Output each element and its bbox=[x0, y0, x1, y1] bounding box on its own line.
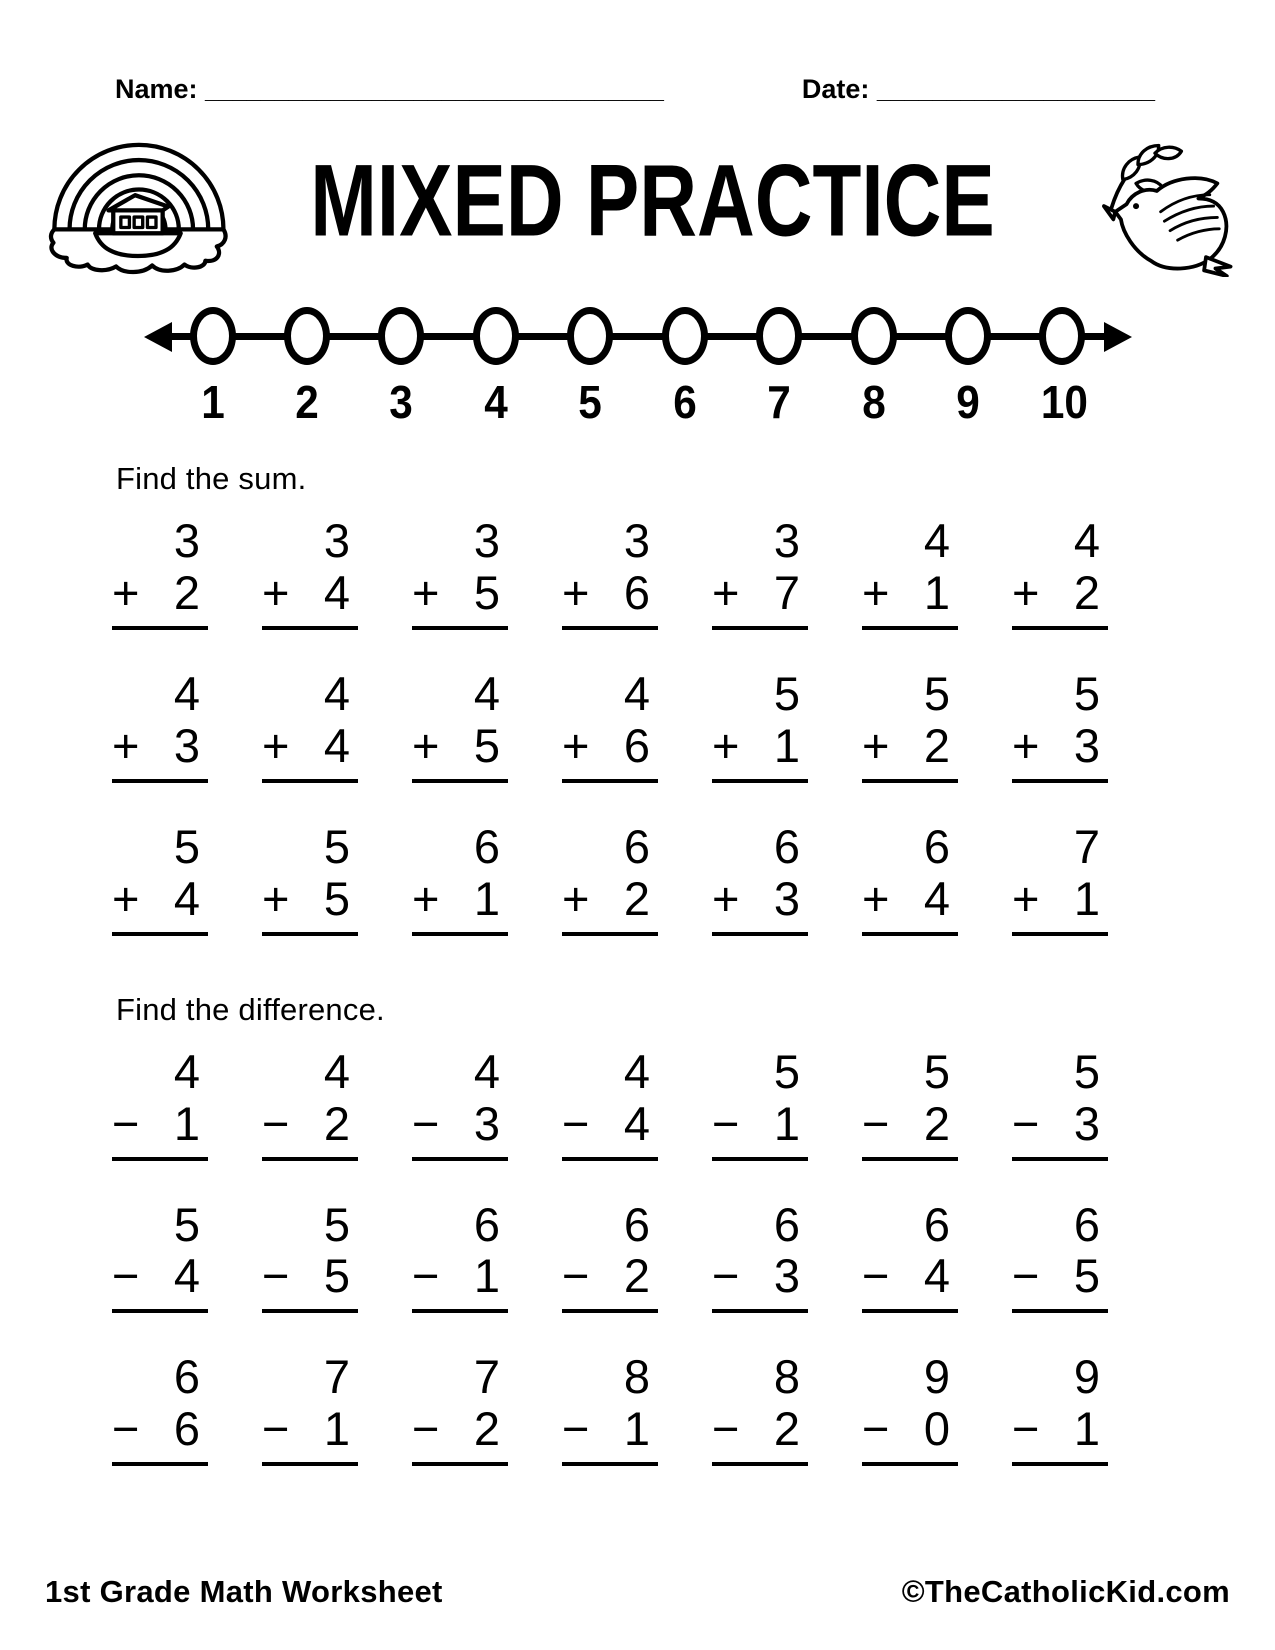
math-problem bbox=[862, 666, 958, 783]
answer-line bbox=[862, 871, 958, 936]
answer-line bbox=[862, 718, 958, 783]
math-problem bbox=[1012, 1197, 1108, 1314]
bottom-operand: 7 bbox=[773, 565, 800, 619]
math-problem bbox=[712, 666, 808, 783]
answer-line bbox=[412, 1096, 508, 1161]
name-blank-line: _________________________________ bbox=[205, 76, 664, 104]
math-problem bbox=[862, 1350, 958, 1466]
math-problem bbox=[262, 1044, 358, 1161]
number-line-label: 7 bbox=[767, 376, 791, 428]
number-line-label: 8 bbox=[861, 376, 886, 428]
operator: − bbox=[712, 1249, 740, 1303]
top-operand: 3 bbox=[623, 514, 650, 567]
number-line-label: 6 bbox=[672, 376, 697, 428]
operator: − bbox=[562, 1249, 590, 1303]
operator: − bbox=[562, 1096, 590, 1150]
bottom-operand: 5 bbox=[323, 871, 350, 925]
operator: − bbox=[1012, 1249, 1040, 1303]
operator: − bbox=[1012, 1096, 1040, 1150]
top-operand: 6 bbox=[173, 1350, 200, 1404]
bottom-operand: 5 bbox=[473, 718, 500, 772]
sum-section bbox=[0, 461, 1275, 936]
answer-line bbox=[862, 1402, 958, 1466]
bottom-operand: 3 bbox=[173, 718, 200, 772]
math-problem bbox=[862, 1044, 958, 1161]
answer-line bbox=[112, 1402, 208, 1466]
answer-line bbox=[412, 718, 508, 783]
math-problem bbox=[1012, 1350, 1108, 1466]
sum-problems-grid bbox=[0, 514, 1275, 936]
top-operand: 6 bbox=[773, 819, 800, 873]
operator: + bbox=[562, 871, 590, 925]
math-problem bbox=[112, 1044, 208, 1161]
number-line-point bbox=[945, 307, 991, 365]
bottom-operand: 6 bbox=[173, 1402, 200, 1456]
bottom-operand: 2 bbox=[1073, 565, 1100, 619]
bottom-operand: 1 bbox=[773, 1096, 800, 1150]
answer-line bbox=[1012, 565, 1108, 630]
operator: + bbox=[1012, 871, 1040, 925]
bottom-operand: 1 bbox=[773, 718, 800, 772]
bottom-operand: 5 bbox=[1073, 1249, 1100, 1303]
math-problem bbox=[712, 819, 808, 936]
top-operand: 3 bbox=[473, 514, 500, 567]
operator: + bbox=[1012, 565, 1040, 619]
date-field bbox=[802, 74, 1155, 105]
answer-line bbox=[712, 1402, 808, 1466]
top-operand: 4 bbox=[623, 1044, 650, 1098]
answer-line bbox=[562, 565, 658, 630]
number-line-point bbox=[756, 307, 802, 365]
bottom-operand: 1 bbox=[923, 565, 950, 619]
operator: − bbox=[262, 1402, 290, 1456]
math-problem bbox=[862, 819, 958, 936]
math-problem bbox=[112, 514, 208, 630]
top-operand: 9 bbox=[1073, 1350, 1100, 1404]
answer-line bbox=[412, 1249, 508, 1313]
math-problem bbox=[562, 1197, 658, 1314]
top-operand: 5 bbox=[173, 1197, 200, 1251]
math-problem bbox=[712, 1044, 808, 1161]
math-problem bbox=[112, 666, 208, 783]
operator: − bbox=[262, 1096, 290, 1150]
operator: + bbox=[262, 718, 290, 772]
dove-olive-branch-icon bbox=[1073, 121, 1235, 282]
number-line-label: 10 bbox=[1041, 376, 1089, 428]
bottom-operand: 2 bbox=[323, 1096, 350, 1150]
math-problem bbox=[1012, 666, 1108, 783]
operator: + bbox=[412, 565, 440, 619]
top-operand: 4 bbox=[473, 1044, 500, 1098]
bottom-operand: 1 bbox=[623, 1402, 650, 1456]
math-problem bbox=[412, 666, 508, 783]
top-operand: 5 bbox=[773, 1044, 800, 1098]
bottom-operand: 4 bbox=[923, 1249, 950, 1303]
top-operand: 5 bbox=[923, 1044, 950, 1098]
math-problem bbox=[712, 1197, 808, 1314]
top-operand: 6 bbox=[473, 819, 500, 873]
bottom-operand: 3 bbox=[1073, 718, 1100, 772]
operator: − bbox=[862, 1402, 890, 1456]
operator: − bbox=[412, 1249, 440, 1303]
number-line-point bbox=[1039, 307, 1085, 365]
operator: − bbox=[1012, 1402, 1040, 1456]
top-operand: 5 bbox=[923, 666, 950, 720]
bottom-operand: 4 bbox=[173, 1249, 200, 1303]
difference-heading: Find the difference. bbox=[116, 991, 385, 1027]
top-operand: 7 bbox=[323, 1350, 350, 1404]
answer-line bbox=[562, 871, 658, 936]
number-line-right-arrow-icon bbox=[1104, 322, 1132, 352]
answer-line bbox=[1012, 718, 1108, 783]
top-operand: 6 bbox=[923, 819, 950, 873]
source-credit: ©TheCatholicKid.com bbox=[901, 1574, 1230, 1609]
answer-line bbox=[112, 1096, 208, 1161]
answer-line bbox=[262, 1096, 358, 1161]
bottom-operand: 1 bbox=[323, 1402, 350, 1456]
operator: + bbox=[412, 718, 440, 772]
top-operand: 8 bbox=[623, 1350, 650, 1404]
operator: − bbox=[412, 1402, 440, 1456]
math-problem bbox=[562, 666, 658, 783]
top-operand: 6 bbox=[623, 819, 650, 873]
bottom-operand: 2 bbox=[623, 871, 650, 925]
top-operand: 3 bbox=[323, 514, 350, 567]
answer-line bbox=[562, 718, 658, 783]
math-problem bbox=[262, 666, 358, 783]
operator: + bbox=[712, 871, 740, 925]
number-line-label: 1 bbox=[200, 376, 225, 428]
top-operand: 6 bbox=[923, 1197, 950, 1251]
top-operand: 6 bbox=[773, 1197, 800, 1251]
number-line-label: 9 bbox=[956, 376, 980, 428]
bottom-operand: 4 bbox=[923, 871, 950, 925]
math-problem bbox=[262, 1197, 358, 1314]
top-operand: 3 bbox=[173, 514, 200, 567]
footer bbox=[45, 1574, 1230, 1610]
bottom-operand: 2 bbox=[623, 1249, 650, 1303]
operator: − bbox=[712, 1402, 740, 1456]
bottom-operand: 5 bbox=[473, 565, 500, 619]
top-operand: 9 bbox=[923, 1350, 950, 1404]
top-operand: 4 bbox=[173, 1044, 200, 1098]
answer-line bbox=[112, 565, 208, 630]
answer-line bbox=[262, 1402, 358, 1466]
math-problem bbox=[1012, 819, 1108, 936]
operator: − bbox=[712, 1096, 740, 1150]
math-problem bbox=[1012, 514, 1108, 630]
number-line-point bbox=[851, 307, 897, 365]
operator: + bbox=[112, 565, 140, 619]
math-problem bbox=[562, 1044, 658, 1161]
number-line-point bbox=[190, 307, 236, 365]
difference-problems-grid bbox=[0, 1044, 1275, 1467]
math-problem bbox=[262, 1350, 358, 1466]
answer-line bbox=[112, 1249, 208, 1313]
number-line-point bbox=[284, 307, 330, 365]
bottom-operand: 3 bbox=[773, 1249, 800, 1303]
math-problem bbox=[412, 1044, 508, 1161]
math-problem bbox=[1012, 1044, 1108, 1161]
bottom-operand: 1 bbox=[1073, 1402, 1100, 1456]
math-problem bbox=[562, 1350, 658, 1466]
bottom-operand: 3 bbox=[1073, 1096, 1100, 1150]
operator: − bbox=[862, 1096, 890, 1150]
answer-line bbox=[262, 871, 358, 936]
date-label: Date: bbox=[801, 74, 870, 104]
number-line-label: 5 bbox=[578, 376, 603, 428]
operator: − bbox=[112, 1402, 140, 1456]
top-operand: 5 bbox=[1073, 666, 1100, 720]
operator: + bbox=[412, 871, 440, 925]
header bbox=[0, 0, 1275, 105]
operator: − bbox=[862, 1249, 890, 1303]
answer-line bbox=[562, 1096, 658, 1161]
noahs-ark-rainbow-icon bbox=[42, 123, 232, 280]
operator: + bbox=[712, 565, 740, 619]
number-line-point bbox=[473, 307, 519, 365]
math-problem bbox=[412, 819, 508, 936]
number-line-numbers bbox=[190, 375, 1089, 429]
answer-line bbox=[712, 718, 808, 783]
math-problem bbox=[112, 819, 208, 936]
difference-section bbox=[0, 992, 1275, 1467]
operator: + bbox=[112, 871, 140, 925]
date-blank-line: ____________________ bbox=[876, 76, 1155, 104]
top-operand: 4 bbox=[923, 514, 950, 567]
operator: + bbox=[862, 871, 890, 925]
bottom-operand: 3 bbox=[473, 1096, 500, 1150]
number-line-label: 3 bbox=[389, 376, 414, 428]
number-line bbox=[138, 303, 1138, 435]
math-problem bbox=[262, 819, 358, 936]
answer-line bbox=[712, 565, 808, 630]
bottom-operand: 6 bbox=[623, 565, 650, 619]
operator: + bbox=[562, 565, 590, 619]
number-line-point bbox=[567, 307, 613, 365]
answer-line bbox=[262, 718, 358, 783]
top-operand: 4 bbox=[623, 666, 650, 720]
number-line-point bbox=[662, 307, 708, 365]
number-line-label: 4 bbox=[484, 376, 508, 428]
bottom-operand: 1 bbox=[1073, 871, 1100, 925]
bottom-operand: 4 bbox=[623, 1096, 650, 1150]
top-operand: 4 bbox=[173, 666, 200, 720]
answer-line bbox=[712, 1249, 808, 1313]
operator: − bbox=[112, 1249, 140, 1303]
top-operand: 3 bbox=[773, 514, 800, 567]
math-problem bbox=[562, 819, 658, 936]
top-operand: 6 bbox=[473, 1197, 500, 1251]
top-operand: 7 bbox=[473, 1350, 500, 1404]
bottom-operand: 4 bbox=[173, 871, 200, 925]
top-operand: 5 bbox=[323, 1197, 350, 1251]
math-problem bbox=[262, 514, 358, 630]
math-problem bbox=[412, 514, 508, 630]
bottom-operand: 6 bbox=[623, 718, 650, 772]
operator: − bbox=[262, 1249, 290, 1303]
name-label: Name: bbox=[115, 74, 198, 104]
operator: + bbox=[562, 718, 590, 772]
bottom-operand: 4 bbox=[323, 565, 350, 619]
operator: + bbox=[262, 565, 290, 619]
bottom-operand: 1 bbox=[473, 871, 500, 925]
number-line-point bbox=[378, 307, 424, 365]
operator: + bbox=[112, 718, 140, 772]
answer-line bbox=[712, 871, 808, 936]
operator: + bbox=[1012, 718, 1040, 772]
answer-line bbox=[1012, 1402, 1108, 1466]
answer-line bbox=[1012, 1096, 1108, 1161]
top-operand: 8 bbox=[773, 1350, 800, 1404]
answer-line bbox=[1012, 1249, 1108, 1313]
top-operand: 4 bbox=[323, 1044, 350, 1098]
answer-line bbox=[112, 871, 208, 936]
bottom-operand: 1 bbox=[173, 1096, 200, 1150]
math-problem bbox=[112, 1197, 208, 1314]
math-problem bbox=[562, 514, 658, 630]
operator: − bbox=[112, 1096, 140, 1150]
bottom-operand: 4 bbox=[323, 718, 350, 772]
operator: + bbox=[712, 718, 740, 772]
answer-line bbox=[712, 1096, 808, 1161]
number-line-points bbox=[190, 307, 1086, 365]
answer-line bbox=[412, 871, 508, 936]
answer-line bbox=[862, 1096, 958, 1161]
operator: + bbox=[862, 718, 890, 772]
bottom-operand: 2 bbox=[473, 1402, 500, 1456]
answer-line bbox=[412, 565, 508, 630]
answer-line bbox=[262, 565, 358, 630]
math-problem bbox=[862, 514, 958, 630]
bottom-operand: 0 bbox=[923, 1402, 950, 1456]
top-operand: 5 bbox=[1073, 1044, 1100, 1098]
answer-line bbox=[862, 1249, 958, 1313]
top-operand: 4 bbox=[323, 666, 350, 720]
worksheet-grade-label: 1st Grade Math Worksheet bbox=[45, 1574, 443, 1609]
math-problem bbox=[712, 1350, 808, 1466]
top-operand: 6 bbox=[1073, 1197, 1100, 1251]
bottom-operand: 2 bbox=[173, 565, 200, 619]
bottom-operand: 2 bbox=[923, 718, 950, 772]
number-line-label: 2 bbox=[295, 376, 319, 428]
bottom-operand: 3 bbox=[773, 871, 800, 925]
operator: + bbox=[862, 565, 890, 619]
top-operand: 4 bbox=[1073, 514, 1100, 567]
answer-line bbox=[1012, 871, 1108, 936]
answer-line bbox=[862, 565, 958, 630]
top-operand: 7 bbox=[1073, 819, 1100, 873]
bottom-operand: 2 bbox=[923, 1096, 950, 1150]
name-field bbox=[115, 74, 664, 105]
sum-heading: Find the sum. bbox=[116, 461, 307, 496]
math-problem bbox=[862, 1197, 958, 1314]
top-operand: 5 bbox=[323, 819, 350, 873]
top-operand: 5 bbox=[173, 819, 200, 873]
math-problem bbox=[412, 1350, 508, 1466]
page-title: MIXED PRACTICE bbox=[310, 143, 995, 258]
operator: − bbox=[412, 1096, 440, 1150]
math-problem bbox=[712, 514, 808, 630]
operator: + bbox=[262, 871, 290, 925]
answer-line bbox=[562, 1249, 658, 1313]
bottom-operand: 5 bbox=[323, 1249, 350, 1303]
title-row bbox=[0, 105, 1275, 281]
math-problem bbox=[412, 1197, 508, 1314]
bottom-operand: 2 bbox=[773, 1402, 800, 1456]
answer-line bbox=[262, 1249, 358, 1313]
operator: − bbox=[562, 1402, 590, 1456]
answer-line bbox=[112, 718, 208, 783]
answer-line bbox=[562, 1402, 658, 1466]
top-operand: 6 bbox=[623, 1197, 650, 1251]
bottom-operand: 1 bbox=[473, 1249, 500, 1303]
answer-line bbox=[412, 1402, 508, 1466]
top-operand: 4 bbox=[473, 666, 500, 720]
top-operand: 5 bbox=[773, 666, 800, 720]
math-problem bbox=[112, 1350, 208, 1466]
